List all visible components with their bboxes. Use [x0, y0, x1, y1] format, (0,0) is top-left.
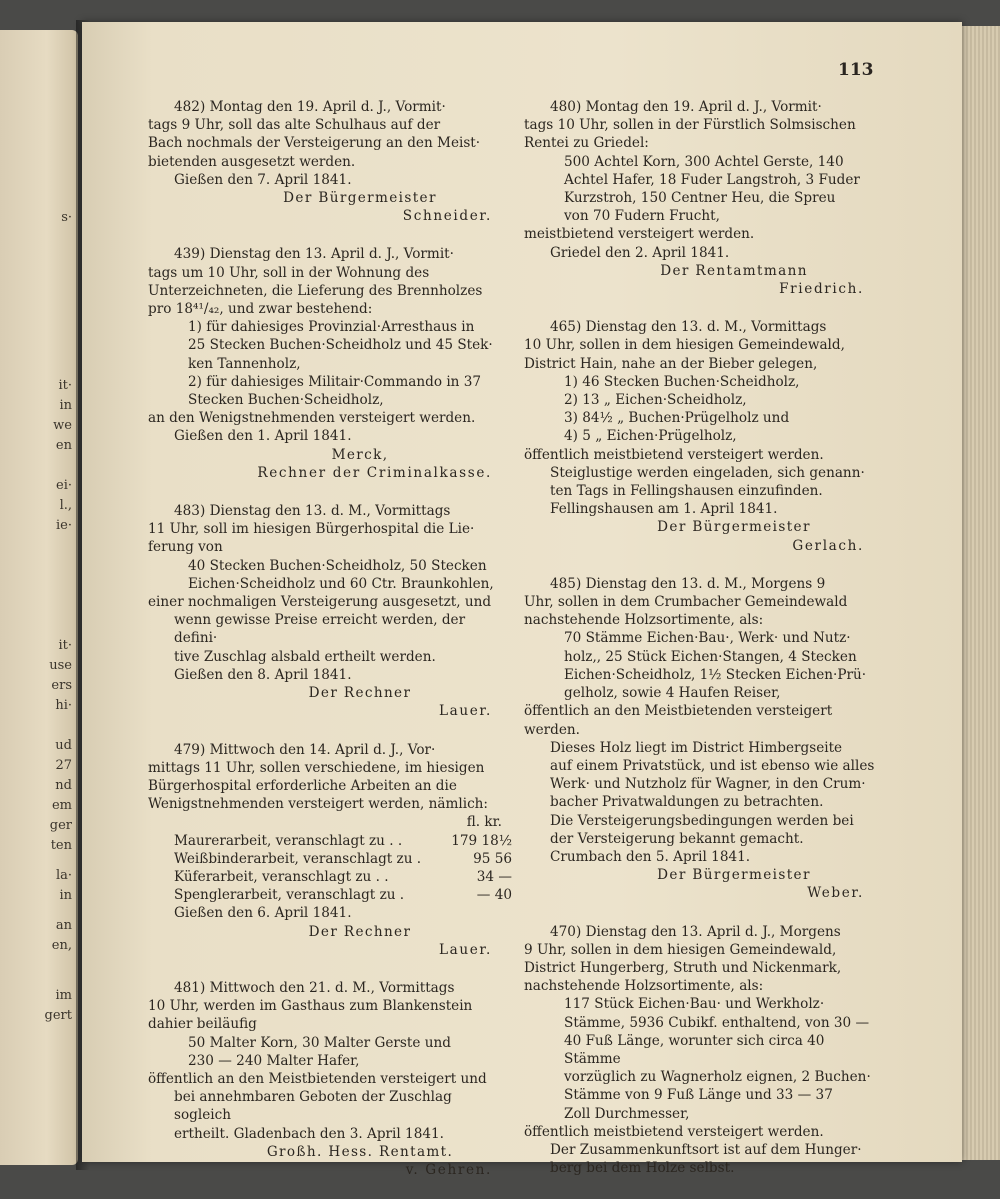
signature-title: Der Rentamtmann: [660, 262, 808, 279]
notice-entry: [524, 923, 884, 1178]
signature-name: Rechner der Criminalkasse.: [257, 464, 492, 481]
place-date: Fellingshausen am 1. April 1841.: [550, 501, 778, 518]
notice-item: 3) 84½ „ Buchen·Prügelholz und: [564, 410, 790, 427]
notice-line: mittags 11 Uhr, sollen verschiedene, im hiesigen: [148, 759, 485, 776]
notice-item: 4) 5 „ Eichen·Prügelholz,: [564, 428, 737, 445]
signature-title: Der Rechner: [308, 923, 412, 940]
cost-value: — 40: [476, 887, 512, 904]
notice-tail: berg bei dem Holze selbst.: [550, 1160, 735, 1177]
margin-fragment: ud: [55, 738, 72, 753]
margin-fragment: an: [55, 918, 72, 933]
notice-line: 10 Uhr, sollen in dem hiesigen Gemeindewald,: [524, 337, 845, 354]
notice-tail: bei annehmbaren Geboten der Zuschlag sogleich: [174, 1089, 452, 1124]
notice-line: 9 Uhr, sollen in dem hiesigen Gemeindewald,: [524, 941, 837, 958]
notice-line: District Hungerberg, Struth und Nickenmark,: [524, 959, 842, 976]
notice-line: 483) Dienstag den 13. d. M., Vormittags: [174, 503, 451, 520]
notice-item: Stämme von 9 Fuß Länge und 33 — 37: [564, 1087, 833, 1104]
notice-item: Achtel Hafer, 18 Fuder Langstroh, 3 Fuder: [564, 171, 860, 188]
notice-tail: Steiglustige werden eingeladen, sich genann·: [550, 464, 865, 481]
notice-tail: tive Zuschlag alsbald ertheilt werden.: [174, 648, 436, 665]
cost-label: Weißbinderarbeit, veranschlagt zu .: [174, 850, 422, 867]
notice-entry: [148, 741, 512, 959]
notice-entry: [524, 575, 884, 903]
signature-name: Lauer.: [438, 941, 492, 958]
notice-line: nachstehende Holzsortimente, als:: [524, 612, 764, 629]
notice-tail: öffentlich meistbietend versteigert werden.: [524, 1123, 824, 1140]
margin-fragment: ten: [50, 838, 72, 853]
margin-fragment: nd: [55, 778, 72, 793]
notice-tail: einer nochmaligen Versteigerung ausgesetzt, und: [148, 594, 492, 611]
notice-item: Stecken Buchen·Scheidholz,: [188, 392, 384, 409]
notice-tail: ertheilt. Gladenbach den 3. April 1841.: [174, 1125, 444, 1142]
cost-value: 95 56: [473, 850, 512, 867]
notice-tail: Dieses Holz liegt im District Himbergseite: [550, 739, 843, 756]
notice-item: 230 — 240 Malter Hafer,: [188, 1052, 360, 1069]
signature-title: Der Bürgermeister: [283, 190, 437, 207]
notice-line: Uhr, sollen in dem Crumbacher Gemeindewald: [524, 594, 848, 611]
margin-fragment: s·: [61, 210, 72, 225]
notice-item: 117 Stück Eichen·Bau· und Werkholz·: [564, 996, 825, 1013]
notice-entry: [148, 245, 512, 482]
notice-tail: öffentlich an den Meistbietenden versteigert und: [148, 1070, 487, 1087]
place-date: Griedel den 2. April 1841.: [550, 244, 730, 261]
notice-item: 1) für dahiesiges Provinzial·Arresthaus in: [188, 319, 475, 336]
notice-tail: Werk· und Nutzholz für Wagner, in den Crum·: [550, 776, 866, 793]
margin-fragment: hi·: [55, 698, 72, 713]
margin-fragment: em: [51, 798, 72, 813]
notice-line: Bach nochmals der Versteigerung an den Meist·: [148, 135, 481, 152]
cost-row: [148, 850, 512, 868]
notice-tail: ten Tags in Fellingshausen einzufinden.: [550, 483, 823, 500]
notice-item: Stämme, 5936 Cubikf. enthaltend, von 30 —: [564, 1014, 870, 1031]
notice-line: 470) Dienstag den 13. April d. J., Morgens: [550, 923, 841, 940]
notice-line: 480) Montag den 19. April d. J., Vormit·: [550, 99, 822, 115]
notice-item: 40 Fuß Länge, worunter sich circa 40 Stämme: [564, 1032, 825, 1067]
cost-row: [148, 832, 512, 850]
notice-tail: Die Versteigerungsbedingungen werden bei: [550, 812, 854, 829]
notice-item: 500 Achtel Korn, 300 Achtel Gerste, 140: [564, 153, 844, 170]
place-date: Gießen den 6. April 1841.: [174, 905, 352, 922]
notice-item: Eichen·Scheidholz, 1½ Stecken Eichen·Prü·: [564, 666, 867, 683]
margin-fragment: en,: [51, 938, 72, 953]
notice-item: holz,, 25 Stück Eichen·Stangen, 4 Stecken: [564, 648, 857, 665]
margin-fragment: gert: [44, 1008, 72, 1023]
margin-fragment: en: [55, 438, 72, 453]
notice-tail: bacher Privatwaldungen zu betrachten.: [550, 794, 824, 811]
notice-tail: Der Zusammenkunftsort ist auf dem Hunger·: [550, 1141, 862, 1158]
page-number: 113: [838, 60, 874, 80]
notice-line: 439) Dienstag den 13. April d. J., Vormit·: [174, 246, 454, 263]
margin-fragment: we: [53, 418, 72, 433]
cost-row: [148, 886, 512, 904]
place-date: Gießen den 7. April 1841.: [174, 171, 352, 188]
notice-tail: wenn gewisse Preise erreicht werden, der defini·: [174, 612, 466, 647]
margin-fragment: it·: [58, 378, 72, 393]
notice-line: 11 Uhr, soll im hiesigen Bürgerhospital die Lie·: [148, 521, 475, 538]
notice-item: vorzüglich zu Wagnerholz eignen, 2 Buchen·: [564, 1069, 871, 1086]
place-date: Crumbach den 5. April 1841.: [550, 848, 751, 865]
notice-item: von 70 Fudern Frucht,: [564, 208, 720, 225]
notice-line: bietenden ausgesetzt werden.: [148, 153, 356, 170]
notice-item: ken Tannenholz,: [188, 355, 301, 372]
notice-item: Zoll Durchmesser,: [564, 1105, 690, 1122]
signature-title: Der Rechner: [308, 685, 412, 702]
notice-item: Eichen·Scheidholz und 60 Ctr. Braunkohlen,: [188, 575, 494, 592]
notice-line: 479) Mittwoch den 14. April d. J., Vor·: [174, 741, 436, 758]
signature-title: Der Bürgermeister: [657, 519, 811, 536]
notice-line: tags um 10 Uhr, soll in der Wohnung des: [148, 264, 430, 281]
notice-tail: an den Wenigstnehmenden versteigert werden.: [148, 410, 476, 427]
notice-line: 481) Mittwoch den 21. d. M., Vormittags: [174, 979, 455, 996]
notice-item: 1) 46 Stecken Buchen·Scheidholz,: [564, 373, 800, 390]
notice-line: Wenigstnehmenden versteigert werden, nämlich:: [148, 796, 489, 813]
notice-line: District Hain, nahe an der Bieber gelegen,: [524, 355, 818, 372]
notice-tail: öffentlich an den Meistbietenden versteigert werden.: [524, 703, 833, 738]
notice-item: 25 Stecken Buchen·Scheidholz und 45 Stek·: [188, 337, 493, 354]
signature-title: Großh. Hess. Rentamt.: [266, 1143, 454, 1160]
notice-item: 2) 13 „ Eichen·Scheidholz,: [564, 392, 747, 409]
margin-fragment: ei·: [56, 478, 72, 493]
notice-line: dahier beiläufig: [148, 1016, 257, 1033]
notice-line: tags 10 Uhr, sollen in der Fürstlich Solmsischen: [524, 117, 856, 134]
notice-entry: [148, 98, 512, 225]
signature-title: Merck,: [331, 446, 389, 463]
signature-name: Weber.: [807, 885, 864, 902]
left-page-edge: [0, 30, 78, 1165]
cost-value: 34 —: [476, 868, 512, 885]
cost-label: Maurerarbeit, veranschlagt zu . .: [174, 832, 403, 849]
place-date: Gießen den 1. April 1841.: [174, 428, 352, 445]
notice-tail: auf einem Privatstück, und ist ebenso wie alles: [550, 757, 875, 774]
margin-fragment: im: [55, 988, 72, 1003]
notice-tail: öffentlich meistbietend versteigert werden.: [524, 446, 824, 463]
notice-item: Kurzstroh, 150 Centner Heu, die Spreu: [564, 190, 836, 207]
signature-name: Schneider.: [402, 208, 492, 225]
notice-entry: [524, 318, 884, 555]
notice-entry: [148, 979, 512, 1179]
notice-line: Rentei zu Griedel:: [524, 135, 649, 152]
margin-fragment: l.,: [59, 498, 72, 513]
notice-item: 70 Stämme Eichen·Bau·, Werk· und Nutz·: [564, 630, 851, 647]
signature-title: Der Bürgermeister: [657, 867, 811, 884]
margin-fragment: ie·: [56, 518, 72, 533]
cost-label: Küferarbeit, veranschlagt zu . .: [174, 868, 389, 885]
notice-line: 465) Dienstag den 13. d. M., Vormittags: [550, 319, 827, 336]
notice-item: 50 Malter Korn, 30 Malter Gerste und: [188, 1034, 451, 1051]
margin-fragment: 27: [55, 758, 72, 773]
notice-entry: [148, 502, 512, 720]
signature-name: Gerlach.: [792, 537, 864, 554]
notice-line: 485) Dienstag den 13. d. M., Morgens 9: [550, 575, 826, 592]
page-edges: [960, 26, 1000, 1160]
left-column: [148, 98, 512, 1199]
signature-name: Lauer.: [438, 703, 492, 720]
notice-line: Unterzeichneten, die Lieferung des Brennholzes: [148, 282, 483, 299]
margin-fragment: in: [59, 398, 72, 413]
notice-item: 40 Stecken Buchen·Scheidholz, 50 Stecken: [188, 557, 487, 574]
notice-item: 2) für dahiesiges Militair·Commando in 37: [188, 373, 482, 390]
notice-line: 10 Uhr, werden im Gasthaus zum Blankenstein: [148, 998, 473, 1015]
place-date: Gießen den 8. April 1841.: [174, 666, 352, 683]
notice-tail: der Versteigerung bekannt gemacht.: [550, 830, 804, 847]
margin-fragment: ger: [49, 818, 72, 833]
cost-value: 179 18½: [451, 832, 512, 849]
notice-entry: [524, 98, 884, 298]
signature-name: v. Gehren.: [405, 1161, 492, 1178]
signature-name: Friedrich.: [779, 281, 864, 298]
right-column: [524, 98, 884, 1197]
margin-fragment: use: [49, 658, 72, 673]
notice-line: ferung von: [148, 539, 223, 556]
margin-fragment: it·: [58, 638, 72, 653]
cost-table: [148, 832, 512, 905]
margin-fragment: ers: [51, 678, 72, 693]
notice-line: 482) Montag den 19. April d. J., Vormit·: [174, 99, 446, 115]
cost-label: Spenglerarbeit, veranschlagt zu .: [174, 887, 405, 904]
margin-fragment: la·: [55, 868, 72, 883]
margin-fragment: in: [59, 888, 72, 903]
notice-line: pro 18⁴¹/₄₂, und zwar bestehend:: [148, 301, 373, 318]
cost-header: fl. kr.: [466, 814, 502, 831]
cost-row: [148, 868, 512, 886]
notice-line: tags 9 Uhr, soll das alte Schulhaus auf der: [148, 117, 441, 134]
notice-item: gelholz, sowie 4 Haufen Reiser,: [564, 685, 781, 702]
notice-line: nachstehende Holzsortimente, als:: [524, 978, 764, 995]
notice-line: Bürgerhospital erforderliche Arbeiten an die: [148, 777, 457, 794]
notice-tail: meistbietend versteigert werden.: [524, 226, 755, 243]
